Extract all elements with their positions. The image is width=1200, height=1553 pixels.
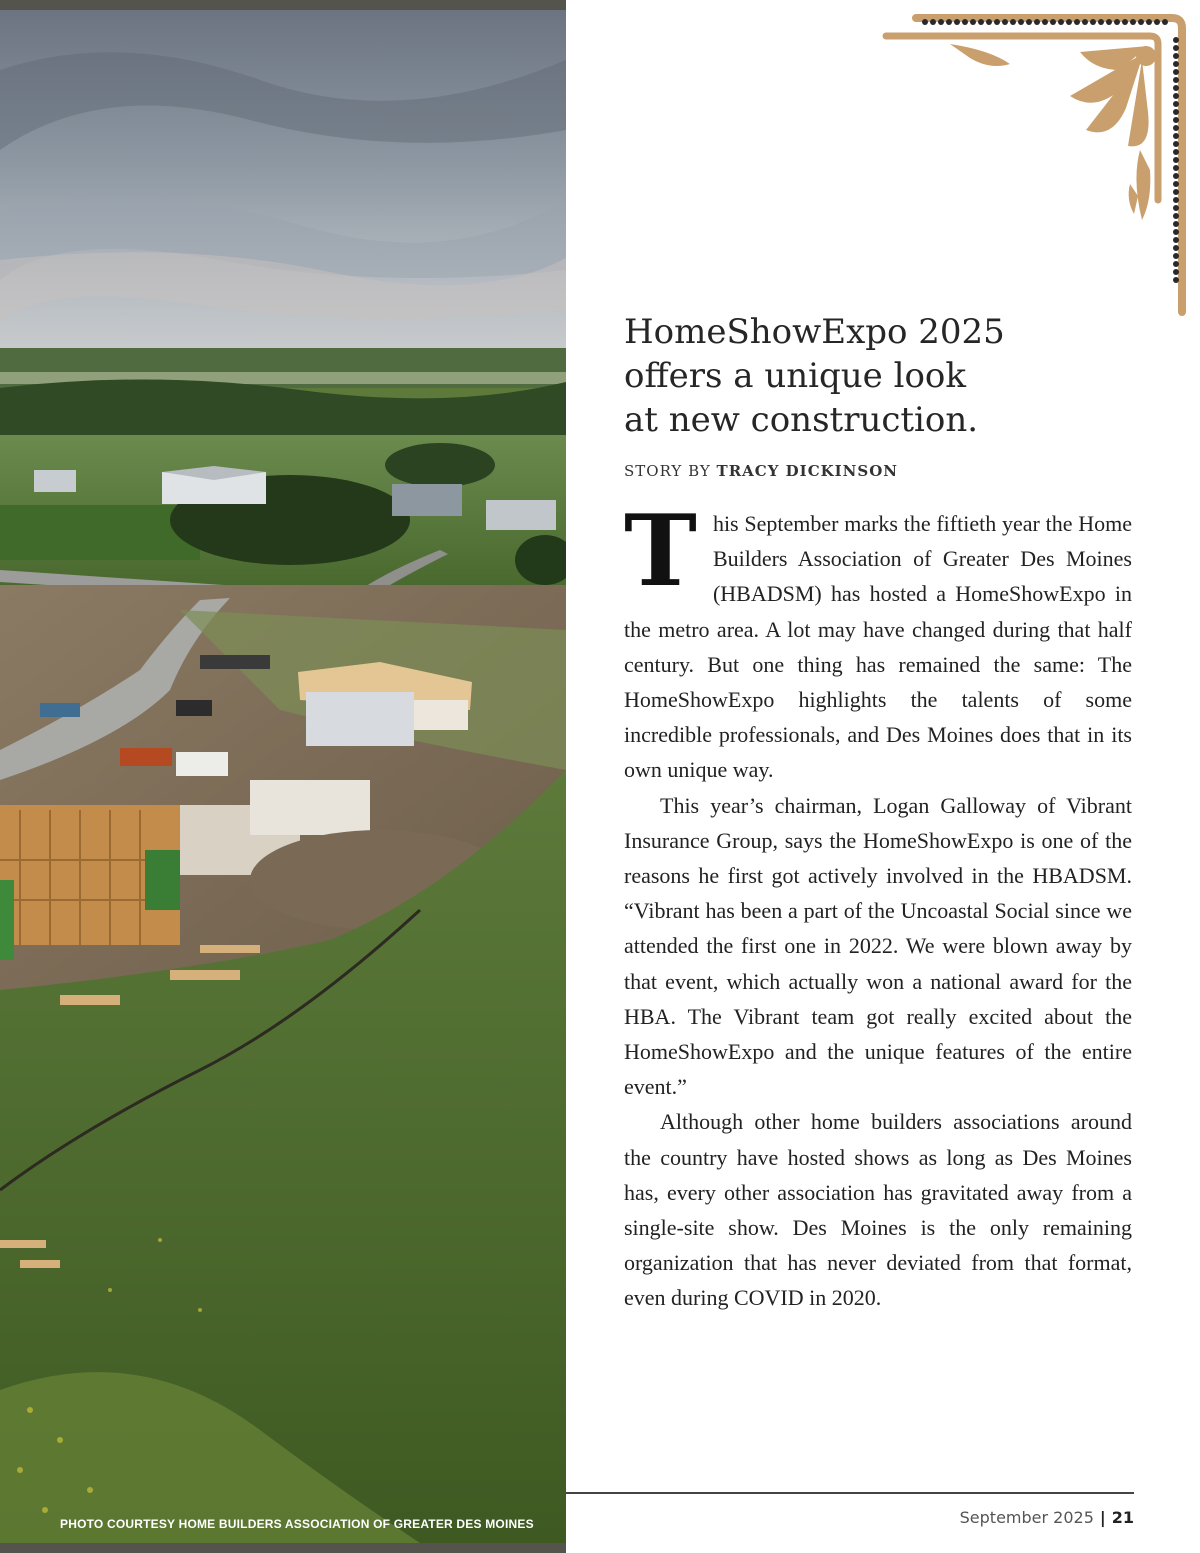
page-number: 21: [1111, 1508, 1134, 1527]
paragraph: [624, 494, 1132, 788]
byline: [624, 462, 1144, 480]
aerial-photo-illustration: [0, 10, 566, 1543]
article-headline: [624, 310, 1144, 442]
corner-ornament-icon: [880, 0, 1200, 320]
drop-cap: T: [624, 494, 697, 609]
headline-line: HomeShowExpo 2025: [624, 312, 1005, 352]
headline-line: at new construction.: [624, 400, 979, 440]
byline-prefix: STORY BY: [624, 462, 711, 480]
footer-rule: [566, 1492, 1134, 1494]
folio-separator: |: [1099, 1508, 1106, 1527]
byline-author: TRACY DICKINSON: [716, 462, 899, 480]
article-body: [624, 494, 1132, 1316]
paragraph: This year’s chairman, Logan Galloway of Vibrant Insurance Group, says the HomeShowExpo is one of the reasons he first got actively involved in the HBADSM. “Vibrant has been a part of the Uncoastal Social since we attended the first one in 2022. We were blown away by that event, which actually won a national award for the HBA. The Vibrant team got really excited about the HomeShowExpo and the unique features of the entire event.”: [624, 792, 1132, 1100]
paragraph-text: his September marks the fiftieth year the Home Builders Association of Greater Des Moines (HBADSM) has hosted a HomeShowExpo in the metro area. A lot may have changed during that half century. But one thing has remained the same: The HomeShowExpo highlights the talents of some incredible professionals, and Des Moines does that in its own unique way.: [624, 511, 1132, 783]
aerial-construction-photo: [0, 0, 566, 1553]
paragraph: Although other home builders associations around the country have hosted shows as long as Des Moines has, every other association has gravitated away from a single-site show. Des Moines is the only remaining organization that has never deviated from that format, even during COVID in 2020.: [624, 1109, 1132, 1311]
photo-credit: PHOTO COURTESY HOME BUILDERS ASSOCIATION OF GREATER DES MOINES: [60, 1517, 534, 1531]
headline-line: offers a unique look: [624, 356, 967, 396]
page-folio: [960, 1508, 1134, 1527]
issue-date: September 2025: [959, 1508, 1094, 1527]
